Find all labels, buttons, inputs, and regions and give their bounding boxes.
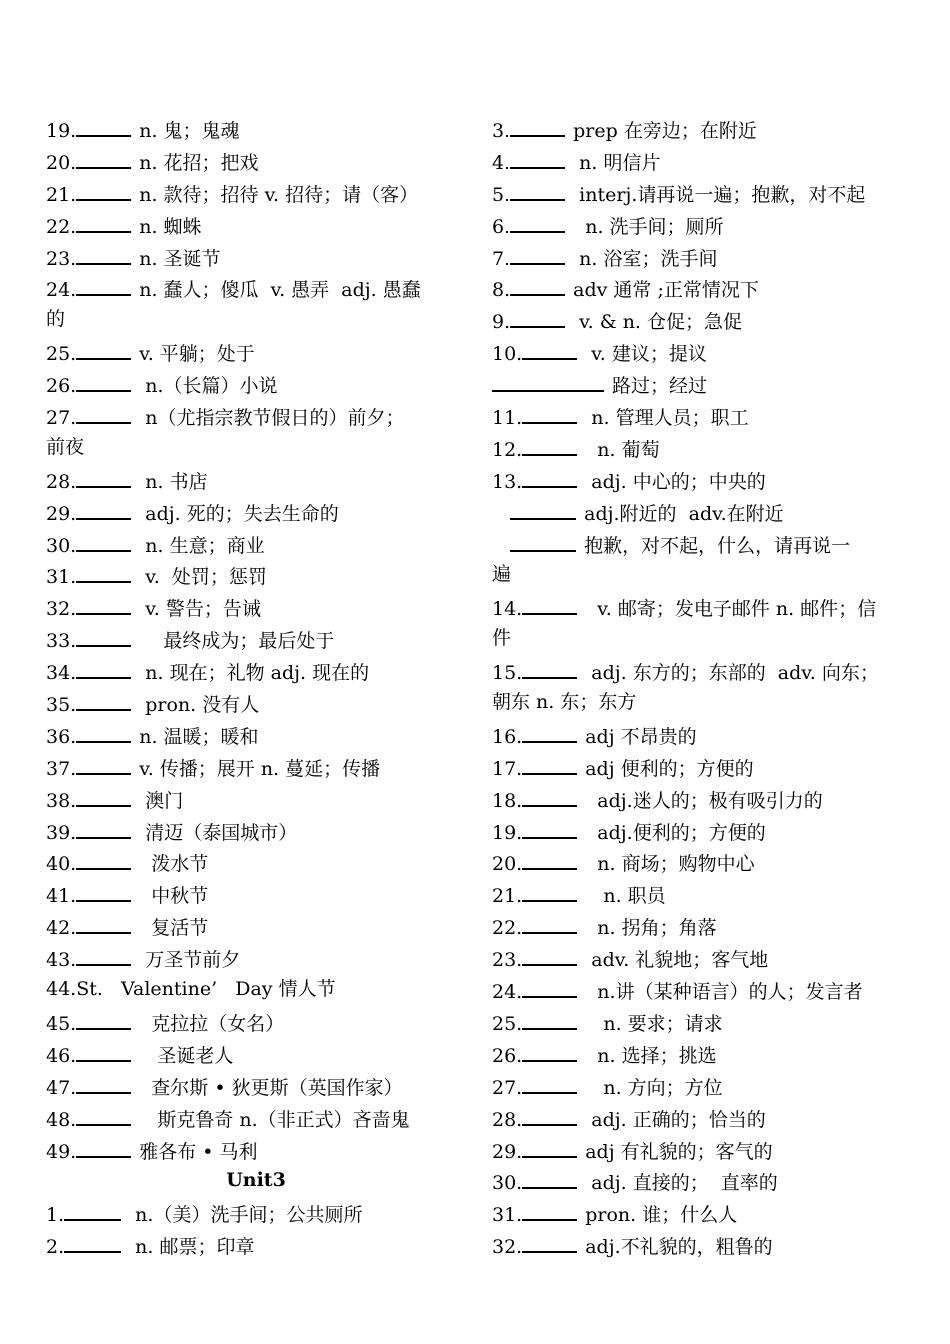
vocab-line [46, 655, 466, 687]
item-number: 29. [492, 1140, 523, 1163]
definition-text: n. 方向；方位 [585, 1076, 723, 1099]
definition-text: adj.便利的；方便的 [585, 821, 766, 844]
item-number: 26. [46, 375, 77, 398]
item-number: 10. [492, 343, 523, 366]
vocab-line [492, 1229, 907, 1261]
item-number: 7. [492, 247, 511, 270]
definition-text: adv 通常 ;正常情况下 [573, 279, 759, 302]
vocab-line [46, 591, 466, 623]
answer-blank[interactable] [76, 1006, 131, 1030]
vocab-line [492, 177, 907, 209]
definition-text: interj.请再说一遍；抱歉，对不起 [573, 183, 866, 206]
vocab-line [492, 719, 907, 751]
answer-blank[interactable] [492, 368, 604, 392]
vocab-line [492, 1165, 907, 1197]
answer-blank[interactable] [510, 528, 576, 552]
definition-text: adv. 礼貌地；客气地 [585, 949, 769, 972]
item-number: 24. [46, 279, 77, 302]
item-number: 27. [492, 1076, 523, 1099]
answer-blank[interactable] [76, 751, 131, 775]
answer-blank[interactable] [522, 910, 577, 934]
answer-blank[interactable] [76, 910, 131, 934]
vocab-line [46, 304, 466, 336]
answer-blank[interactable] [522, 336, 577, 360]
item-number: 47. [46, 1076, 77, 1099]
vocab-line [492, 368, 907, 400]
definition-text: adj.迷人的；极有吸引力的 [585, 789, 823, 812]
vocab-line [492, 464, 907, 496]
vocab-line [46, 1038, 466, 1070]
definition-text: 的 [46, 308, 66, 331]
answer-blank[interactable] [522, 974, 577, 998]
definition-text: v. 警告；告诫 [139, 598, 261, 621]
definition-text: adj. 中心的；中央的 [585, 470, 766, 493]
vocab-line [46, 815, 466, 847]
answer-blank[interactable] [510, 496, 576, 520]
answer-blank[interactable] [76, 400, 131, 424]
vocab-line [492, 272, 907, 304]
item-number: 16. [492, 725, 523, 748]
vocab-line [492, 336, 907, 368]
item-number: 33. [46, 630, 77, 653]
definition-text: n. 款待；招待 v. 招待；请（客） [139, 183, 419, 206]
item-number: 40. [46, 853, 77, 876]
answer-blank[interactable] [522, 1006, 577, 1030]
definition-text: n（尤指宗教节假日的）前夕； [139, 407, 405, 430]
vocab-line [46, 528, 466, 560]
vocab-line [492, 559, 907, 591]
answer-blank[interactable] [522, 846, 577, 870]
definition-text: 朝东 n. 东；东方 [492, 691, 637, 714]
vocab-line [46, 400, 466, 432]
item-number: 19. [46, 120, 77, 142]
item-number: 1. [46, 1204, 65, 1227]
answer-blank[interactable] [522, 655, 577, 679]
definition-text: 澳门 [139, 789, 184, 812]
item-number: 3. [492, 120, 511, 142]
vocab-line [46, 241, 466, 273]
item-number: 28. [492, 1108, 523, 1131]
item-number: 46. [46, 1044, 77, 1067]
definition-text: 复活节 [139, 917, 209, 940]
item-number: 41. [46, 885, 77, 908]
answer-blank[interactable] [76, 113, 131, 137]
definition-text: v. 平躺；处于 [139, 343, 255, 366]
definition-text: n.（长篇）小说 [139, 375, 278, 398]
item-number: 26. [492, 1044, 523, 1067]
item-number: 32. [46, 598, 77, 621]
definition-text: 万圣节前夕 [139, 949, 241, 972]
item-number: 15. [492, 662, 523, 685]
definition-text: n. 洗手间；厕所 [573, 215, 724, 238]
definition-text: n. 拐角；角落 [585, 917, 717, 940]
definition-text: adj.附近的 adv.在附近 [584, 502, 784, 525]
item-number: 12. [492, 438, 523, 461]
vocab-line [492, 113, 907, 145]
answer-blank[interactable] [522, 1038, 577, 1062]
answer-blank[interactable] [76, 1134, 131, 1158]
vocab-line [46, 1134, 466, 1166]
vocab-line [492, 209, 907, 241]
item-number: 31. [492, 1204, 523, 1227]
answer-blank[interactable] [76, 815, 131, 839]
vocab-line [46, 751, 466, 783]
answer-blank[interactable] [522, 400, 577, 424]
definition-text: n. 蜘蛛 [139, 215, 202, 238]
definition-text: n. 书店 [139, 470, 208, 493]
answer-blank[interactable] [522, 1165, 577, 1189]
item-number: 48. [46, 1108, 77, 1131]
vocab-line [46, 623, 466, 655]
vocab-line [46, 719, 466, 751]
definition-text: n. 明信片 [573, 151, 661, 174]
answer-blank[interactable] [76, 145, 131, 169]
vocab-line [46, 1102, 466, 1134]
right-column [492, 113, 907, 1261]
definition-text: adj 便利的；方便的 [585, 757, 754, 780]
vocab-line [492, 878, 907, 910]
item-number: 19. [492, 821, 523, 844]
item-number: 28. [46, 470, 77, 493]
answer-blank[interactable] [522, 1134, 577, 1158]
item-number: 5. [492, 183, 511, 206]
answer-blank[interactable] [510, 113, 565, 137]
definition-text: n. 要求；请求 [585, 1012, 723, 1035]
definition-text: n. 浴室；洗手间 [573, 247, 718, 270]
definition-text: 中秋节 [139, 885, 209, 908]
item-number: 37. [46, 757, 77, 780]
answer-blank[interactable] [76, 177, 131, 201]
vocab-line [46, 783, 466, 815]
item-number: 20. [46, 151, 77, 174]
answer-blank[interactable] [76, 272, 131, 296]
item-number [492, 531, 510, 560]
vocab-line [46, 272, 466, 304]
definition-text: v. 处罚；惩罚 [139, 566, 267, 589]
definition-text: n. 蠢人；傻瓜 v. 愚弄 adj. 愚蠢 [139, 279, 421, 302]
answer-blank[interactable] [76, 1038, 131, 1062]
item-number: 8. [492, 279, 511, 302]
vocab-line [492, 687, 907, 719]
definition-text: v. & n. 仓促；急促 [573, 311, 743, 334]
item-number: 21. [492, 885, 523, 908]
vocab-line [46, 464, 466, 496]
vocab-line [492, 1070, 907, 1102]
definition-text: 雅各布 • 马利 [139, 1140, 258, 1163]
item-number: 14. [492, 598, 523, 621]
answer-blank[interactable] [76, 783, 131, 807]
answer-blank[interactable] [510, 272, 565, 296]
item-number: 25. [492, 1012, 523, 1035]
answer-blank[interactable] [76, 464, 131, 488]
definition-text: 斯克鲁奇 n.（非正式）吝啬鬼 [139, 1108, 410, 1131]
item-number: 30. [46, 534, 77, 557]
vocab-line [492, 751, 907, 783]
item-number: 31. [46, 566, 77, 589]
vocab-line [492, 1006, 907, 1038]
item-number: 2. [46, 1236, 65, 1259]
vocab-line [46, 368, 466, 400]
definition-text: 路过；经过 [612, 375, 708, 398]
answer-blank[interactable] [522, 591, 577, 615]
definition-text: pron. 没有人 [139, 694, 260, 717]
vocab-line [492, 528, 907, 560]
vocab-line [492, 846, 907, 878]
answer-blank[interactable] [522, 878, 577, 902]
definition-text: n. 现在；礼物 adj. 现在的 [139, 662, 370, 685]
definition-text: n. 商场；购物中心 [585, 853, 755, 876]
vocab-line [46, 145, 466, 177]
item-number: 30. [492, 1172, 523, 1195]
answer-blank[interactable] [510, 304, 565, 328]
vocab-line [46, 910, 466, 942]
answer-blank[interactable] [76, 559, 131, 583]
item-number: 49. [46, 1140, 77, 1163]
item-number: 45. [46, 1012, 77, 1035]
vocab-line [492, 496, 907, 528]
definition-text: n. 圣诞节 [139, 247, 221, 270]
definition-text: 件 [492, 627, 512, 650]
answer-blank[interactable] [510, 209, 565, 233]
definition-text: 最终成为；最后处于 [139, 630, 335, 653]
definition-text: prep 在旁边；在附近 [573, 120, 757, 142]
answer-blank[interactable] [76, 687, 131, 711]
answer-blank[interactable] [522, 783, 577, 807]
section-heading: Unit3 [226, 1169, 286, 1192]
definition-text: n. 职员 [585, 885, 666, 908]
vocab-line [492, 783, 907, 815]
item-number: 6. [492, 215, 511, 238]
left-column [46, 113, 466, 1261]
answer-blank[interactable] [76, 1102, 131, 1126]
answer-blank[interactable] [76, 209, 131, 233]
vocab-line [46, 177, 466, 209]
definition-text: 泼水节 [139, 853, 209, 876]
vocab-line [492, 655, 907, 687]
vocab-line [46, 113, 466, 145]
definition-text: v. 建议；提议 [585, 343, 707, 366]
item-number: 34. [46, 662, 77, 685]
vocab-line [492, 591, 907, 623]
item-number: 22. [46, 215, 77, 238]
answer-blank[interactable] [522, 1070, 577, 1094]
vocab-line [492, 1102, 907, 1134]
answer-blank[interactable] [76, 336, 131, 360]
vocab-line [46, 496, 466, 528]
answer-blank[interactable] [76, 942, 131, 966]
answer-blank[interactable] [76, 496, 131, 520]
answer-blank[interactable] [76, 878, 131, 902]
definition-text: adj. 直接的； 直率的 [585, 1172, 778, 1195]
answer-blank[interactable] [522, 751, 577, 775]
vocab-line [46, 1229, 466, 1261]
vocab-line [492, 910, 907, 942]
vocab-line [492, 1038, 907, 1070]
definition-text: n. 管理人员；职工 [585, 407, 749, 430]
vocab-line [492, 304, 907, 336]
answer-blank[interactable] [64, 1197, 121, 1221]
item-number: 9. [492, 311, 511, 334]
answer-blank[interactable] [64, 1229, 121, 1253]
answer-blank[interactable] [510, 145, 565, 169]
answer-blank[interactable] [76, 368, 131, 392]
item-number: 36. [46, 725, 77, 748]
item-number: 17. [492, 757, 523, 780]
item-number: 11. [492, 407, 523, 430]
item-number: 24. [492, 981, 523, 1004]
answer-blank[interactable] [522, 815, 577, 839]
definition-text: n. 葡萄 [585, 438, 660, 461]
item-number: 43. [46, 949, 77, 972]
definition-text: 前夜 [46, 435, 85, 458]
vocab-line [46, 1070, 466, 1102]
vocab-line [492, 432, 907, 464]
vocab-line [492, 623, 907, 655]
item-number: 21. [46, 183, 77, 206]
answer-blank[interactable] [76, 719, 131, 743]
definition-text: adj.不礼貌的，粗鲁的 [585, 1236, 773, 1259]
item-number [492, 499, 510, 528]
item-number: 42. [46, 917, 77, 940]
definition-text: adj. 死的；失去生命的 [139, 502, 339, 525]
vocab-line [492, 400, 907, 432]
vocab-line [46, 432, 466, 464]
definition-text: n. 生意；商业 [139, 534, 265, 557]
answer-blank[interactable] [76, 1070, 131, 1094]
vocab-line [46, 846, 466, 878]
answer-blank[interactable] [76, 528, 131, 552]
vocab-line [46, 878, 466, 910]
vocab-line [492, 942, 907, 974]
vocab-line [46, 559, 466, 591]
answer-blank[interactable] [76, 623, 131, 647]
vocab-line [46, 942, 466, 974]
item-number: 22. [492, 917, 523, 940]
vocab-line [492, 145, 907, 177]
answer-blank[interactable] [76, 591, 131, 615]
vocab-line [46, 974, 466, 1006]
vocab-line [492, 1134, 907, 1166]
item-number: 23. [46, 247, 77, 270]
item-number: 13. [492, 470, 523, 493]
definition-text: v. 邮寄；发电子邮件 n. 邮件；信 [585, 598, 877, 621]
item-number: 32. [492, 1236, 523, 1259]
definition-text: n. 选择；挑选 [585, 1044, 717, 1067]
item-number: 29. [46, 502, 77, 525]
definition-text: v. 传播；展开 n. 蔓延；传播 [139, 757, 381, 780]
vocab-line [46, 1006, 466, 1038]
item-number: 18. [492, 789, 523, 812]
item-number: 35. [46, 694, 77, 717]
answer-blank[interactable] [76, 241, 131, 265]
definition-text: adj 不昂贵的 [585, 725, 697, 748]
answer-blank[interactable] [76, 655, 131, 679]
answer-blank[interactable] [76, 846, 131, 870]
definition-text: 克拉拉（女名） [139, 1012, 285, 1035]
item-number: 20. [492, 853, 523, 876]
vocab-line [46, 1197, 466, 1229]
definition-text: 圣诞老人 [139, 1044, 234, 1067]
definition-text: n.（美）洗手间；公共厕所 [129, 1204, 363, 1227]
definition-text: n. 邮票；印章 [129, 1236, 255, 1259]
vocab-line [46, 687, 466, 719]
answer-blank[interactable] [522, 942, 577, 966]
definition-text: adj. 东方的；东部的 adv. 向东； [585, 662, 879, 685]
definition-text: adj 有礼貌的；客气的 [585, 1140, 773, 1163]
definition-text: 遍 [492, 563, 512, 586]
definition-text: n. 鬼；鬼魂 [139, 120, 240, 142]
vocab-line [46, 209, 466, 241]
item-number: 38. [46, 789, 77, 812]
definition-text: n. 花招；把戏 [139, 151, 259, 174]
definition-text: 查尔斯 • 狄更斯（英国作家） [139, 1076, 403, 1099]
definition-text: adj. 正确的；恰当的 [585, 1108, 766, 1131]
vocab-line [46, 336, 466, 368]
answer-blank[interactable] [510, 177, 565, 201]
item-number: 23. [492, 949, 523, 972]
vocab-line [492, 1197, 907, 1229]
answer-blank[interactable] [510, 241, 565, 265]
answer-blank[interactable] [522, 719, 577, 743]
answer-blank[interactable] [522, 1102, 577, 1126]
answer-blank[interactable] [522, 1229, 577, 1253]
answer-blank[interactable] [522, 464, 577, 488]
item-number: 4. [492, 151, 511, 174]
definition-text: 抱歉，对不起，什么，请再说一 [584, 534, 851, 557]
item-number: 39. [46, 821, 77, 844]
item-number: 44.St. Valentine’ Day 情人节 [46, 978, 336, 1001]
definition-text: 清迈（泰国城市） [139, 821, 298, 844]
definition-text: n. 温暖；暖和 [139, 725, 259, 748]
definition-text: pron. 谁；什么人 [585, 1204, 738, 1227]
answer-blank[interactable] [522, 432, 577, 456]
definition-text: n.讲（某种语言）的人；发言者 [585, 981, 863, 1004]
vocab-line [492, 241, 907, 273]
vocab-line [492, 815, 907, 847]
item-number: 27. [46, 407, 77, 430]
answer-blank[interactable] [522, 1197, 577, 1221]
item-number: 25. [46, 343, 77, 366]
vocab-line [492, 974, 907, 1006]
